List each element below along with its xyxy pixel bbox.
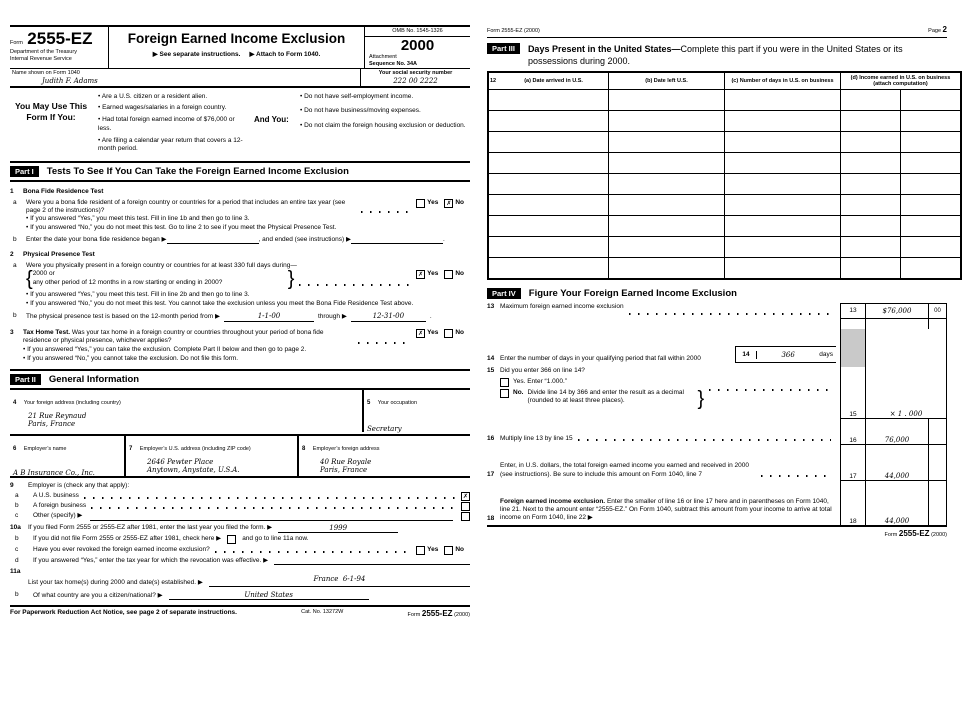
line18-cents[interactable] [928, 481, 946, 525]
line1-bullet2: • If you answered “No,” you do not meet this test. Go to line 2 to see if you meet the Physical Presence Test. [26, 224, 470, 233]
line11a-number: 11a [10, 568, 21, 576]
eligibility-section [10, 88, 470, 164]
line13-box-number: 13 [841, 304, 865, 319]
field7-label: Employer’s U.S. address (including ZIP code) [139, 446, 251, 453]
occupation-field[interactable]: Secretary [367, 425, 402, 434]
line3-bullet2: • If you answered “No,” you cannot take the exclusion. Do not file this form. [23, 355, 470, 364]
part1-title: Tests To See If You Can Take the Foreign Earned Income Exclusion [46, 166, 349, 178]
line9a-text: A U.S. business [33, 491, 79, 499]
footer-year: (2000) [454, 612, 470, 619]
page-2 [487, 25, 951, 539]
page2-footer-year: (2000) [931, 532, 947, 539]
field4-label: Your foreign address (including country) [23, 400, 121, 407]
part3-empty-row [488, 132, 961, 153]
title-block [109, 27, 364, 68]
part3-cell[interactable] [609, 111, 725, 132]
line9c-checkbox[interactable] [461, 512, 470, 521]
ssn-field[interactable]: 222 00 2222 [393, 76, 438, 85]
part3-cell[interactable] [725, 216, 841, 237]
line1b-text-mid: , and ended (see instructions) ▶ [258, 235, 351, 243]
part3-cell[interactable] [841, 132, 901, 153]
line9-text: Employer is (check any that apply): [28, 482, 130, 490]
line13-amount[interactable]: $76,000 [866, 304, 928, 319]
line16-cents[interactable] [928, 419, 946, 444]
line10b-letter: b [15, 534, 19, 542]
eligibility-right-bullets [300, 93, 470, 158]
part3-cell[interactable] [725, 132, 841, 153]
line14-text: Enter the number of days in your qualifying period that fall within 2000 [500, 354, 701, 362]
part1-badge: Part I [10, 166, 39, 177]
line10d-text: If you answered “Yes,” enter the tax year for which the revocation was effective. ▶ [33, 556, 269, 564]
part2-badge: Part II [10, 374, 41, 385]
part3-cell[interactable] [725, 237, 841, 258]
part3-cell[interactable] [488, 132, 609, 153]
eligibility-bullet: • Do not claim the foreign housing exclusion or deduction. [300, 122, 470, 131]
line15-no-text2: Divide line 14 by 366 and enter the result as a decimal (rounded to at least three places). [527, 388, 684, 405]
eligibility-bullet: • Do not have self-employment income. [300, 93, 470, 102]
line14-days-unit: days [819, 350, 833, 358]
part3-empty-row [488, 174, 961, 195]
form-number: 2555-EZ [27, 29, 93, 48]
line1b-text-end: . [442, 235, 445, 243]
part3-cell[interactable] [901, 174, 961, 195]
footer-form-label: Form [407, 612, 421, 619]
part3-cell[interactable] [609, 90, 725, 111]
part3-cell[interactable] [488, 195, 609, 216]
part3-cell[interactable] [901, 258, 961, 280]
field4-number: 4 [13, 400, 17, 407]
part3-cell[interactable] [609, 174, 725, 195]
line1b-date-ended-field[interactable] [351, 243, 443, 244]
part3-header [487, 43, 947, 67]
part3-cell[interactable] [488, 153, 609, 174]
line10a-year-field[interactable]: 1999 [278, 524, 398, 533]
page2-footer-form-label: Form [884, 532, 898, 539]
line17-text: Enter, in U.S. dollars, the total foreign earned income you earned and received in 2000 (see instructions). Be sure to include this amount on Form 1040, line 7 [500, 462, 749, 478]
line9c-letter: c [15, 511, 19, 519]
line15-yes-checkbox[interactable] [500, 378, 509, 387]
page-label: Page [928, 28, 942, 34]
foreign-address-line1: 21 Rue Reynaud [28, 412, 87, 421]
line18-amount[interactable]: 44,000 [884, 517, 910, 526]
part3-cell[interactable] [609, 237, 725, 258]
line11b-letter: b [15, 591, 19, 599]
brace-open: { [26, 268, 33, 291]
line18-title: Foreign earned income exclusion. [500, 497, 606, 505]
part3-cell[interactable] [609, 216, 725, 237]
part3-empty-row [488, 90, 961, 111]
field6-number: 6 [13, 446, 17, 453]
field7-number: 7 [129, 446, 133, 453]
page2-header [487, 25, 947, 38]
part3-cell[interactable] [901, 90, 961, 111]
field6-label: Employer’s name [23, 446, 67, 453]
line2-bullet2: • If you answered “No,” you do not meet this test. You cannot take the exclusion unless you meet the Bona Fide Residence Test above. [26, 300, 470, 309]
employer-foreign-address-line1: 40 Rue Royale [320, 458, 372, 467]
form-label: Form [10, 40, 23, 46]
page-1 [10, 25, 470, 619]
no-label: No [455, 328, 464, 336]
part3-cell[interactable] [725, 258, 841, 280]
line10a-number: 10a [10, 523, 21, 531]
attachment-label: Attachment [369, 53, 397, 60]
col-b-header: (b) Date left U.S. [609, 72, 725, 90]
line18-number: 18 [487, 514, 495, 522]
line2a-letter: a [13, 261, 17, 269]
part2-header [10, 369, 470, 390]
line15-no-text: No. [513, 388, 524, 396]
line9b-checkbox[interactable] [461, 502, 470, 511]
part3-badge: Part III [487, 43, 520, 54]
line18-box-number: 18 [840, 481, 866, 525]
page-number: 2 [942, 25, 947, 34]
line9c-text: Other (specify) ▶ [33, 512, 83, 520]
employer-foreign-address-line2: Paris, France [320, 466, 368, 475]
line3-no-checkbox[interactable] [444, 329, 453, 338]
ssn-label: Your social security number [378, 69, 453, 76]
eligibility-bullet: • Had total foreign earned income of $76,000 or less. [98, 116, 248, 134]
col-d-header: (d) Income earned in U.S. on business (attach computation) [841, 72, 962, 90]
line1b-text-pre: Enter the date your bona fide residence began ▶ [26, 235, 167, 243]
no-label: No [455, 198, 464, 206]
part3-cell[interactable] [488, 111, 609, 132]
line1a-yes-checkbox[interactable] [416, 199, 425, 208]
line15-number: 15 [487, 367, 495, 375]
line10c-text: Have you ever revoked the foreign earned income exclusion? [33, 545, 210, 553]
omb-block [364, 27, 470, 68]
part3-cell[interactable] [841, 216, 901, 237]
line2b-text-mid: through ▶ [317, 313, 347, 321]
line2b-text-pre: The physical presence test is based on the 12-month period from ▶ [26, 313, 220, 321]
part3-empty-row [488, 153, 961, 174]
line2b-through-date-field[interactable]: 12-31-00 [351, 312, 426, 322]
col-c-header: (c) Number of days in U.S. on business [725, 72, 841, 90]
part3-cell[interactable] [841, 90, 901, 111]
line13-number: 13 [487, 303, 495, 311]
part3-title: Days Present in the United States— [527, 44, 681, 54]
line1-number: 1 [10, 188, 14, 196]
page2-form-ref: Form 2555-EZ (2000) [487, 28, 540, 35]
line14-box-number: 14 [736, 351, 757, 359]
col-a-header: (a) Date arrived in U.S. [524, 78, 583, 85]
part3-cell[interactable] [725, 174, 841, 195]
line2a-option1: 2000 or [32, 270, 55, 278]
line3-question: Was your tax home in a foreign country or countries throughout your period of bona fide residence or physical presence, whichever applies? [23, 328, 324, 345]
name-label: Name shown on Form 1040 [12, 69, 80, 76]
line16-box-number: 16 [840, 419, 866, 445]
footer-form-number: 2555-EZ [421, 609, 453, 619]
employer-us-address-line2: Anytown, Anystate, U.S.A. [147, 466, 240, 475]
line2b-from-date-field[interactable]: 1-1-00 [224, 312, 314, 322]
part3-cell[interactable] [488, 174, 609, 195]
line1a-question: Were you a bona fide resident of a foreign country or countries for a period that includes an entire tax year (see page 2 of the instructions)? [26, 198, 346, 214]
line15-amount[interactable]: × 1 . 000 [889, 410, 923, 419]
employer-foreign-address-field[interactable] [302, 458, 467, 474]
part3-cell[interactable] [725, 111, 841, 132]
see-instructions: ▶ See separate instructions. [152, 51, 241, 58]
brace-close: } [287, 268, 295, 291]
form-number-block [10, 27, 109, 68]
page1-header [10, 25, 470, 88]
part3-empty-row [488, 258, 961, 280]
line1a-letter: a [13, 198, 17, 206]
line3-yes-checkbox[interactable]: ✗ [418, 329, 424, 337]
line14-number: 14 [487, 354, 495, 362]
line15-box-number: 15 [840, 367, 866, 419]
line13-text: Maximum foreign earned income exclusion [500, 303, 624, 311]
part3-cell[interactable] [901, 111, 961, 132]
foreign-address-field[interactable] [13, 412, 359, 428]
field8-label: Employer’s foreign address [312, 446, 380, 453]
line2-number: 2 [10, 251, 14, 259]
part3-cell[interactable] [725, 153, 841, 174]
part3-cell[interactable] [901, 195, 961, 216]
part3-cell[interactable] [841, 195, 901, 216]
line2-bullet1: • If you answered “Yes,” you meet this test. Fill in line 2b and then go to line 3. [26, 291, 470, 300]
line10b-text: If you did not file Form 2555 or 2555-EZ after 1981, check here ▶ [33, 535, 222, 542]
part3-empty-row [488, 111, 961, 132]
line13-cents[interactable]: 00 [929, 304, 946, 319]
line1-title: Bona Fide Residence Test [23, 188, 104, 196]
line11b-country-field[interactable]: United States [169, 591, 369, 600]
part2-title: General Information [48, 374, 140, 386]
field5-number: 5 [367, 400, 371, 407]
line12-number: 12 [490, 78, 497, 85]
line14-shaded-cell [841, 329, 865, 367]
part3-subtitle: Complete this part if you were in the United States or its possessions during 2000. [527, 44, 903, 67]
part3-cell[interactable] [841, 174, 901, 195]
line11a-taxhome-value: France [313, 575, 339, 584]
line11b-text: Of what country are you a citizen/national? ▶ [33, 591, 163, 599]
line14-days-value[interactable]: 366 [781, 350, 795, 359]
line2a-yes-checkbox[interactable]: ✗ [418, 271, 424, 279]
line11a-date-value: 6-1-94 [342, 575, 366, 584]
part3-cell[interactable] [609, 132, 725, 153]
name-field[interactable]: Judith F. Adams [42, 76, 98, 85]
part3-cell[interactable] [901, 216, 961, 237]
employer-name-field[interactable]: A B Insurance Co., Inc. [13, 469, 95, 478]
line16-text: Multiply line 13 by line 15 [500, 434, 573, 442]
field8-number: 8 [302, 446, 306, 453]
employer-us-address-field[interactable] [129, 458, 294, 474]
line18-arrow: ▶ [587, 515, 593, 522]
line10d-year-field[interactable] [274, 564, 470, 565]
line2b-text-end: . [429, 313, 432, 321]
line10d-letter: d [15, 556, 19, 564]
days-present-table [487, 71, 962, 280]
line16-number: 16 [487, 434, 495, 442]
line15-yes-text: Yes. Enter “1.000.” [513, 378, 567, 385]
part3-cell[interactable] [609, 195, 725, 216]
part1-header [10, 163, 470, 182]
dept-line1: Department of the Treasury [10, 49, 77, 55]
line2-title: Physical Presence Test [23, 251, 95, 259]
yes-label: Yes [427, 270, 439, 278]
part3-cell[interactable] [841, 258, 901, 280]
dept-line2: Internal Revenue Service [10, 55, 72, 62]
eligibility-bullet: • Are filing a calendar year return that covers a 12-month period. [98, 137, 248, 155]
line15-brace: } [697, 387, 705, 410]
part3-table-body [488, 90, 961, 280]
line17-number: 17 [487, 470, 495, 478]
no-label: No [455, 270, 464, 278]
part3-empty-row [488, 216, 961, 237]
part3-cell[interactable] [841, 111, 901, 132]
part3-cell[interactable] [488, 237, 609, 258]
eligibility-bullet: • Earned wages/salaries in a foreign country. [98, 104, 248, 113]
line11a-text: List your tax home(s) during 2000 and date(s) established. ▶ [28, 578, 203, 586]
line9b-letter: b [15, 501, 19, 509]
line17-box-number: 17 [840, 445, 866, 481]
part3-cell[interactable] [488, 90, 609, 111]
line10b-checkbox[interactable] [227, 535, 236, 544]
no-label: No [455, 545, 464, 553]
tax-year: 2000 [400, 36, 435, 54]
line17-amount[interactable]: 44,000 [884, 472, 910, 481]
part3-cell[interactable] [488, 216, 609, 237]
field5-label: Your occupation [377, 400, 418, 407]
catalog-number: Cat. No. 13272W [301, 609, 344, 616]
eligibility-bullet: • Do not have business/moving expenses. [300, 107, 470, 116]
part3-cell[interactable] [609, 153, 725, 174]
part3-cell[interactable] [725, 195, 841, 216]
line10c-letter: c [15, 545, 19, 553]
part4-body [487, 303, 947, 527]
page2-footer-form-number: 2555-EZ [898, 529, 930, 539]
line1a-no-checkbox[interactable]: ✗ [446, 199, 452, 207]
line2a-question: Were you physically present in a foreign country or countries for at least 330 full days during— [26, 261, 297, 269]
line2a-option2: any other period of 12 months in a row starting or ending in 2000? [32, 278, 223, 286]
eligibility-left-bullets [98, 93, 248, 158]
line15-question: Did you enter 366 on line 14? [500, 367, 585, 375]
page2-footer [487, 527, 947, 539]
attach-note: ▶ Attach to Form 1040. [249, 51, 321, 58]
form-title: Foreign Earned Income Exclusion [127, 31, 346, 46]
line18-text: Enter the smaller of line 16 or line 17 here and in parentheses on Form 1040, line 21. Next to the amount enter “2555-EZ.” On Form 1040, subtract this amount from your income to arrive at total income on Form 1040, line 22 [500, 497, 832, 522]
line1-bullet1: • If you answered “Yes,” you meet this test. Fill in line 1b and then go to line 3. [26, 215, 470, 224]
part3-cell[interactable] [901, 132, 961, 153]
line9c-other-field[interactable] [90, 520, 453, 521]
part4-header [487, 288, 947, 299]
line9a-letter: a [15, 491, 19, 499]
part3-cell[interactable] [901, 237, 961, 258]
general-info-grid [10, 390, 470, 478]
line2b-letter: b [13, 311, 17, 319]
part3-empty-row [488, 237, 961, 258]
line9b-text: A foreign business [33, 501, 87, 509]
part4-title: Figure Your Foreign Earned Income Exclusion [528, 288, 737, 300]
line1b-date-began-field[interactable] [167, 243, 259, 244]
line2a-no-checkbox[interactable] [444, 270, 453, 279]
line3-title: Tax Home Test. [23, 328, 71, 336]
part3-cell[interactable] [841, 237, 901, 258]
eligibility-bullet: • Are a U.S. citizen or a resident alien. [98, 93, 248, 102]
line17-cents[interactable] [928, 445, 946, 480]
part4-badge: Part IV [487, 288, 521, 299]
paperwork-notice: For Paperwork Reduction Act Notice, see page 2 of separate instructions. [10, 609, 237, 617]
and-you-label: And You: [254, 114, 289, 124]
yes-label: Yes [427, 545, 439, 553]
yes-label: Yes [427, 328, 439, 336]
employer-us-address-line1: 2646 Pewter Place [147, 458, 214, 467]
line3-bullet1: • If you answered “Yes,” you can take the exclusion. Complete Part II below and then go to page 2. [23, 346, 470, 355]
omb-number: OMB No. 1545-1326 [365, 27, 470, 37]
line11a-taxhome-field[interactable] [209, 568, 470, 587]
yes-label: Yes [427, 198, 439, 206]
part3-cell[interactable] [488, 258, 609, 280]
line10c-no-checkbox[interactable] [444, 546, 453, 555]
line9a-checkbox[interactable]: ✗ [462, 492, 469, 500]
line10b-text2: and go to line 11a now. [242, 535, 309, 542]
line16-amount[interactable]: 76,000 [884, 436, 910, 445]
part3-cell[interactable] [725, 90, 841, 111]
line1b-letter: b [13, 235, 17, 243]
line10c-yes-checkbox[interactable] [416, 546, 425, 555]
line10a-text: If you filed Form 2555 or 2555-EZ after 1981, enter the last year you filed the form. ▶ [28, 524, 273, 532]
sequence-number: Sequence No. 34A [369, 60, 417, 67]
part3-cell[interactable] [609, 258, 725, 280]
line15-no-checkbox[interactable] [500, 389, 509, 398]
page1-footer [10, 605, 470, 619]
eligibility-left-label: You May Use This Form If You: [14, 100, 88, 122]
part3-cell[interactable] [901, 153, 961, 174]
part3-cell[interactable] [841, 153, 901, 174]
line3-number: 3 [10, 328, 14, 336]
foreign-address-line2: Paris, France [28, 420, 76, 429]
part3-empty-row [488, 195, 961, 216]
line9-number: 9 [10, 482, 14, 490]
